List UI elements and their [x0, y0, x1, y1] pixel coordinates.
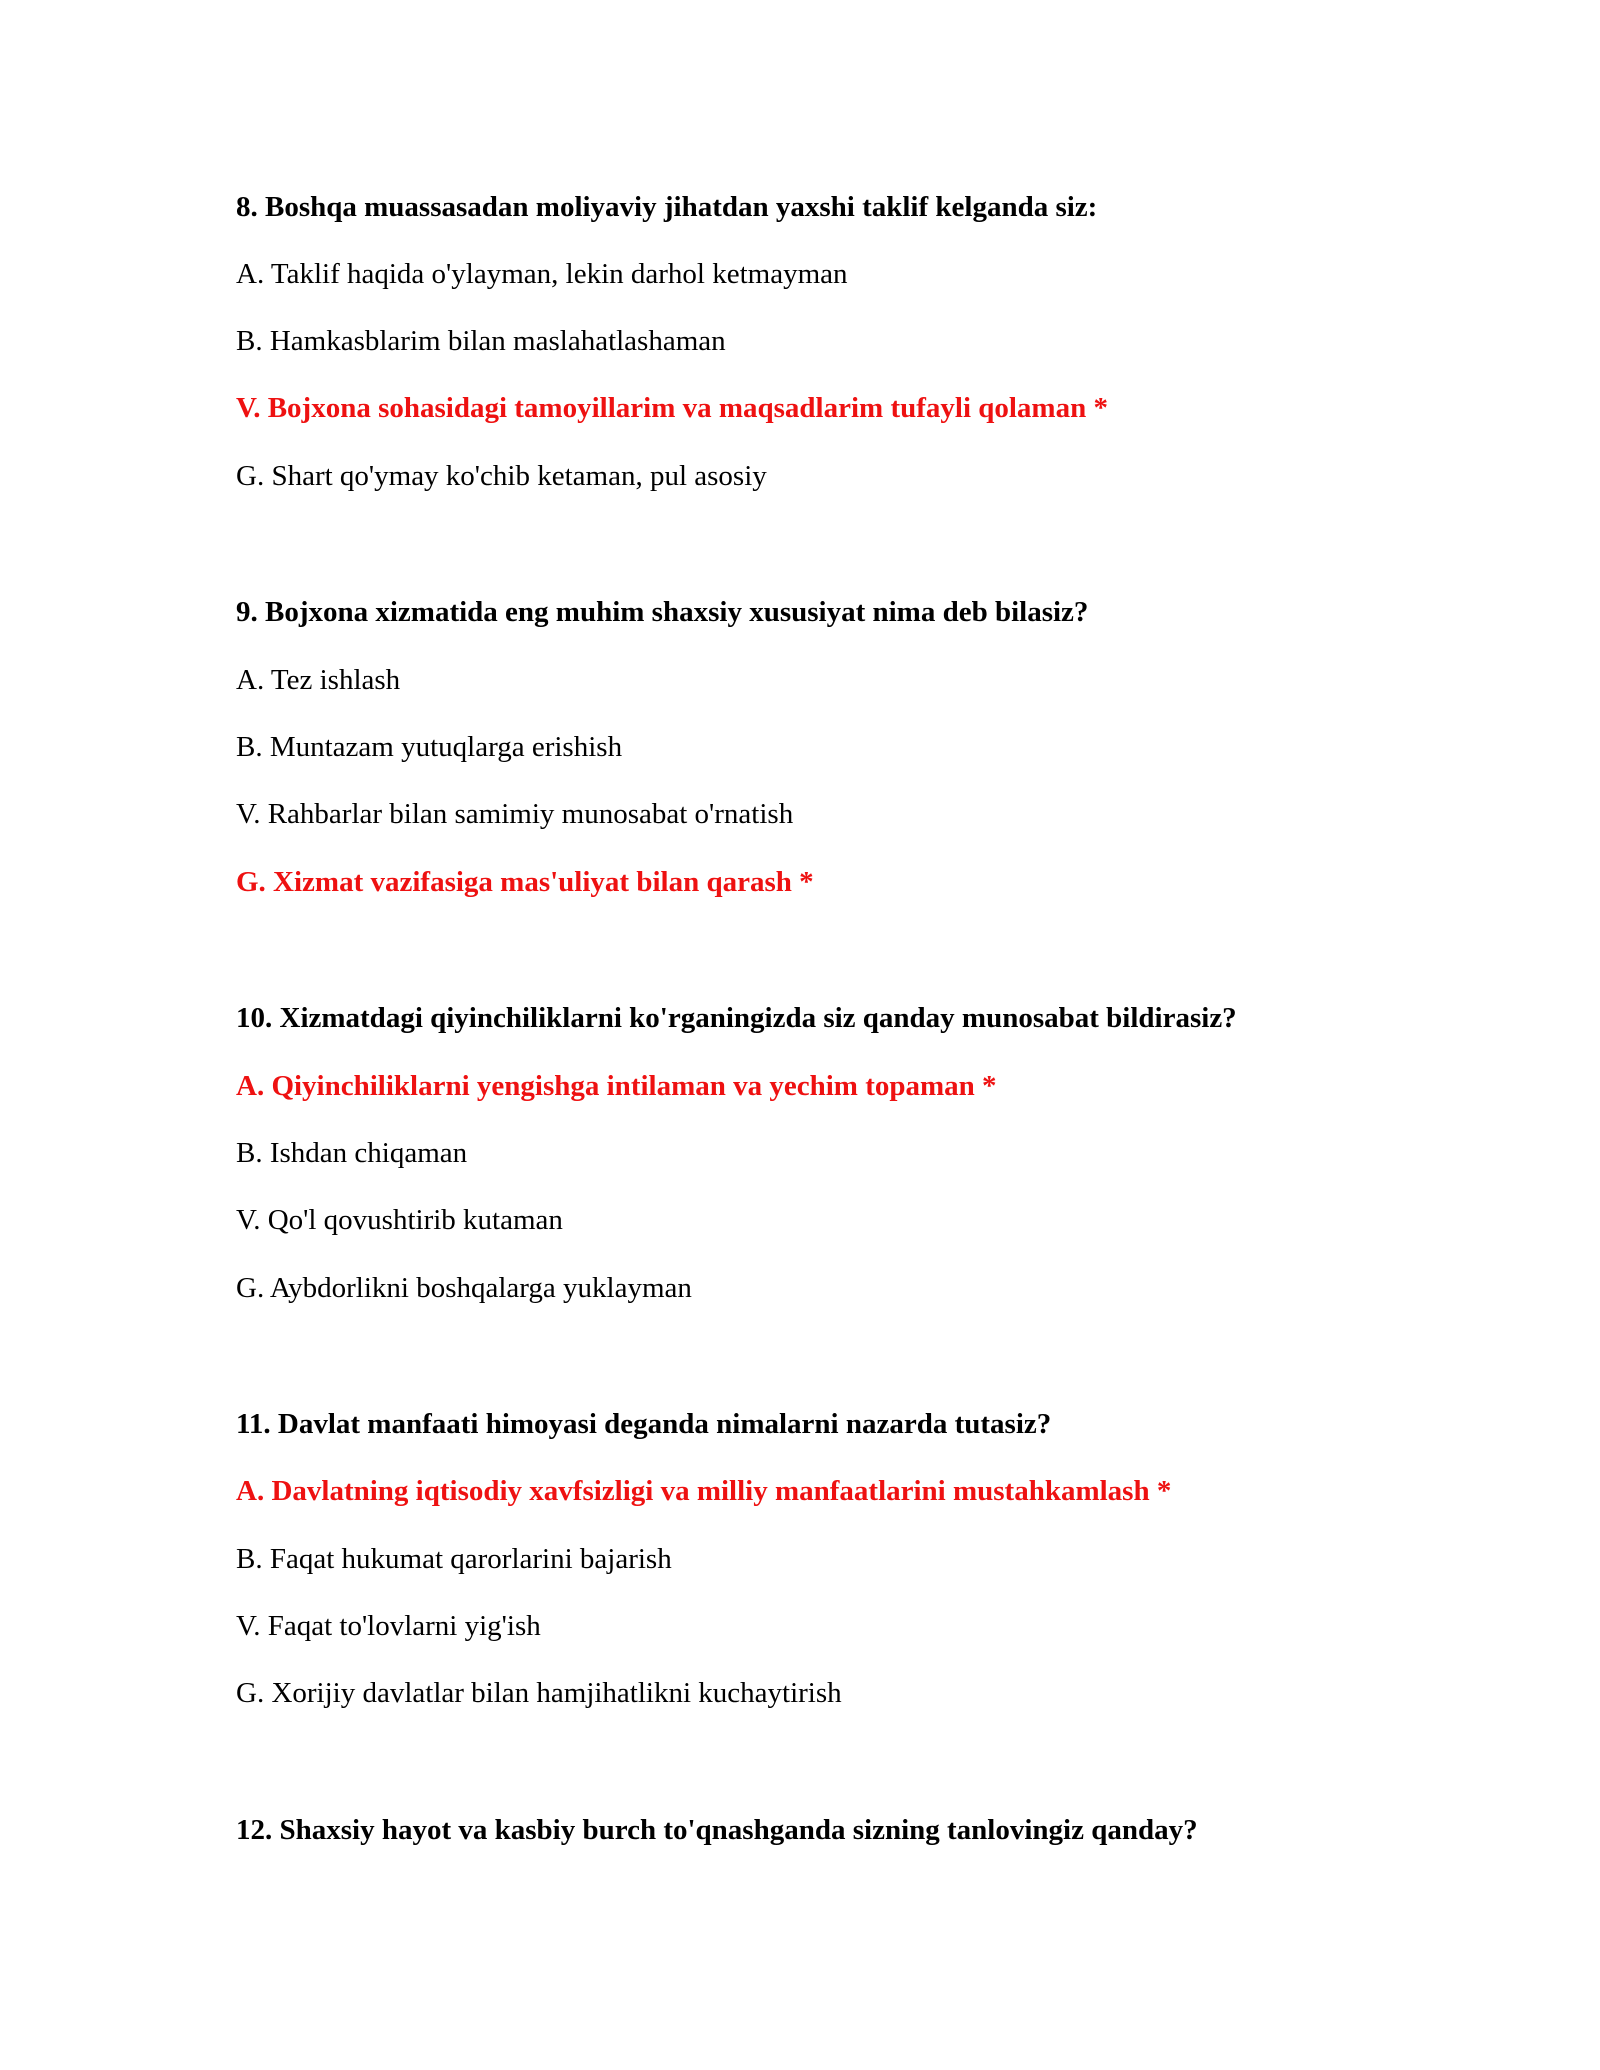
question-12-title: 12. Shaxsiy hayot va kasbiy burch to'qnashganda sizning tanlovingiz qanday?: [236, 1814, 1198, 1846]
q8-option-a: A. Taklif haqida o'ylayman, lekin darhol ketmayman: [236, 258, 848, 290]
q10-option-g: G. Aybdorlikni boshqalarga yuklayman: [236, 1272, 692, 1304]
q10-option-v: V. Qo'l qovushtirib kutaman: [236, 1204, 563, 1236]
question-11-title: 11. Davlat manfaati himoyasi deganda nimalarni nazarda tutasiz?: [236, 1408, 1052, 1440]
question-9-title: 9. Bojxona xizmatida eng muhim shaxsiy xususiyat nima deb bilasiz?: [236, 596, 1089, 628]
q9-option-b: B. Muntazam yutuqlarga erishish: [236, 731, 623, 763]
question-10-title: 10. Xizmatdagi qiyinchiliklarni ko'rganingizda siz qanday munosabat bildirasiz?: [236, 1002, 1237, 1034]
q11-option-a-correct: A. Davlatning iqtisodiy xavfsizligi va milliy manfaatlarini mustahkamlash *: [236, 1475, 1172, 1507]
q10-option-b: B. Ishdan chiqaman: [236, 1137, 468, 1169]
q11-option-v: V. Faqat to'lovlarni yig'ish: [236, 1610, 541, 1642]
q11-option-g: G. Xorijiy davlatlar bilan hamjihatlikni kuchaytirish: [236, 1677, 842, 1709]
q9-option-g-correct: G. Xizmat vazifasiga mas'uliyat bilan qarash *: [236, 866, 814, 898]
q9-option-a: A. Tez ishlash: [236, 664, 401, 696]
question-8-title: 8. Boshqa muassasadan moliyaviy jihatdan yaxshi taklif kelganda siz:: [236, 191, 1098, 223]
q8-option-b: B. Hamkasblarim bilan maslahatlashaman: [236, 325, 726, 357]
q8-option-v-correct: V. Bojxona sohasidagi tamoyillarim va maqsadlarim tufayli qolaman *: [236, 392, 1108, 424]
q9-option-v: V. Rahbarlar bilan samimiy munosabat o'rnatish: [236, 798, 794, 830]
q8-option-g: G. Shart qo'ymay ko'chib ketaman, pul asosiy: [236, 460, 767, 492]
q10-option-a-correct: A. Qiyinchiliklarni yengishga intilaman va yechim topaman *: [236, 1070, 997, 1102]
q11-option-b: B. Faqat hukumat qarorlarini bajarish: [236, 1543, 672, 1575]
